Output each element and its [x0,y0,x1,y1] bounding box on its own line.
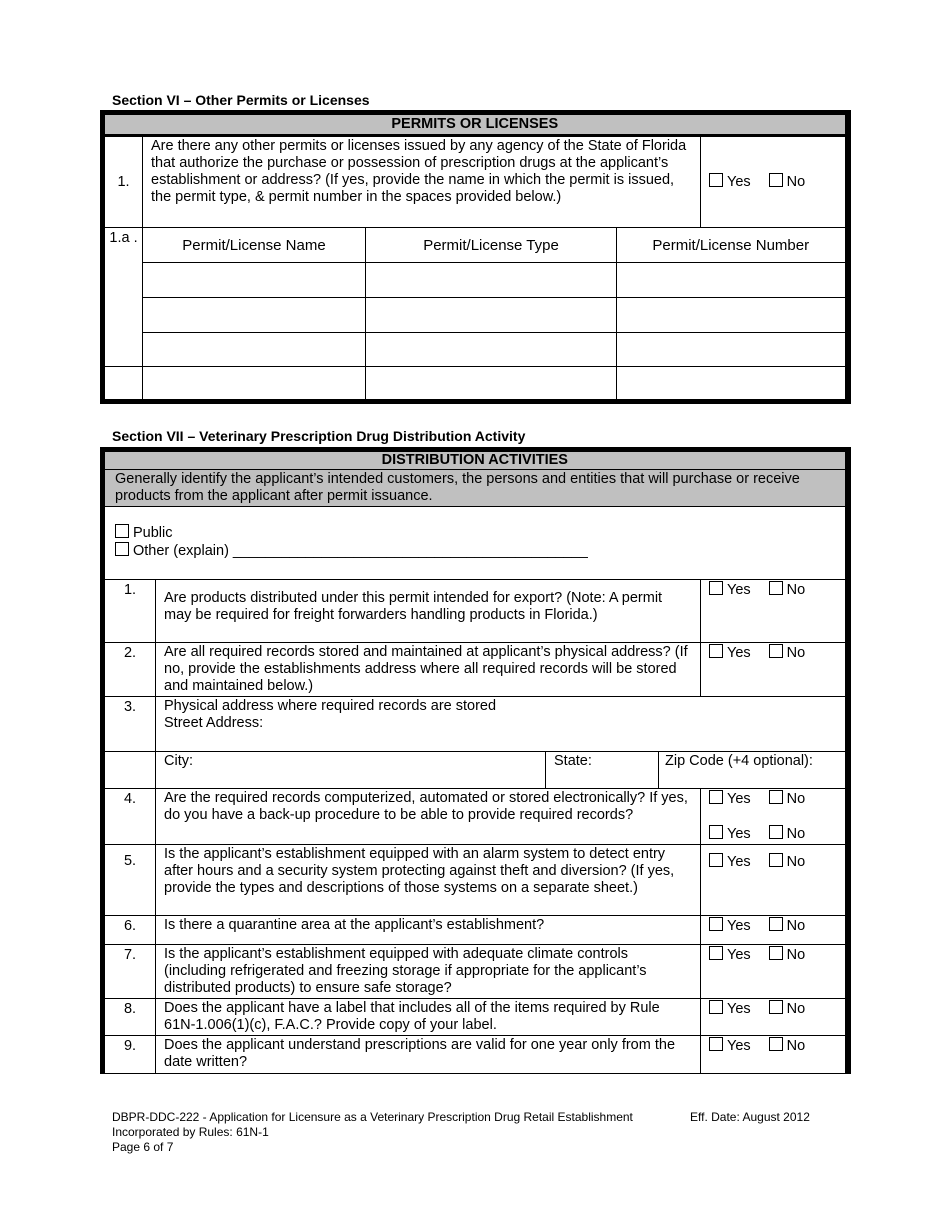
no-label: No [786,854,806,870]
permit-name-input[interactable] [143,333,366,367]
effective-date: Eff. Date: August 2012 [690,1110,810,1124]
yes-no-answer [701,580,848,643]
street-address-field[interactable] [156,697,848,752]
yes-checkbox[interactable] [709,917,723,931]
intro-text: Generally identify the applicant’s intended customers, the persons and entities that will purchase or receive products from the applicant after permit issuance. [103,470,848,507]
yes-no-answer [701,999,848,1036]
question-text: Are the required records computerized, automated or stored electronically? If yes, do you have a back-up procedure to be able to provide required records? [156,789,701,845]
permit-number-input[interactable] [617,333,848,367]
question-number: 8. [103,999,156,1036]
no-checkbox[interactable] [769,917,783,931]
question-text: Is the applicant’s establishment equipped with adequate climate controls (including refrigerated and freezing storage if appropriate for the applicant’s distributed products) to ensure safe storage? [156,945,701,999]
section-6-title: Section VI – Other Permits or Licenses [112,92,370,108]
yes-no-answer [701,845,848,916]
section-7-title: Section VII – Veterinary Prescription Drug Distribution Activity [112,428,526,444]
yes-label: Yes [727,826,751,842]
yes-label: Yes [727,918,751,934]
no-label: No [786,1038,806,1054]
question-text: Are there any other permits or licenses issued by any agency of the State of Florida that authorize the purchase or possession of prescription drugs at the applicant’s establishment or address? (If yes, provide the name in which the permit is issued, the permit type, & permit number in the spaces provided below.) [143,136,701,228]
yes-label: Yes [727,791,751,807]
yes-label: Yes [727,645,751,661]
permit-name-input[interactable] [143,367,366,402]
state-field[interactable] [546,752,659,789]
other-checkbox[interactable] [115,542,129,556]
question-number: 6. [103,916,156,945]
yes-checkbox[interactable] [709,825,723,839]
permit-type-input[interactable] [366,263,617,298]
public-checkbox[interactable] [115,524,129,538]
yes-checkbox[interactable] [709,173,723,187]
form-title: DBPR-DDC-222 - Application for Licensure as a Veterinary Prescription Drug Retail Establishment [112,1110,633,1124]
yes-no-answer [701,1036,848,1074]
question-text: Are all required records stored and maintained at applicant’s physical address? (If no, provide the establishments address where all required records will be stored and maintained below.) [156,643,701,697]
street-address-label: Street Address: [164,715,264,731]
city-field[interactable] [156,752,546,789]
no-label: No [786,826,806,842]
yes-label: Yes [727,1001,751,1017]
permit-number-input[interactable] [617,263,848,298]
question-text: Does the applicant have a label that includes all of the items required by Rule 61N-1.006(1)(c), F.A.C.? Provide copy of your label. [156,999,701,1036]
no-checkbox[interactable] [769,1000,783,1014]
zip-label: Zip Code (+4 optional): [665,753,813,769]
permit-name-input[interactable] [143,298,366,333]
permit-type-input[interactable] [366,333,617,367]
customer-options [103,507,848,580]
yes-checkbox[interactable] [709,644,723,658]
yes-no-answer [701,945,848,999]
no-checkbox[interactable] [769,581,783,595]
question-number: 1.a . [103,228,143,367]
no-label: No [786,947,806,963]
column-header: Permit/License Number [617,228,848,263]
question-number: 5. [103,845,156,916]
no-checkbox[interactable] [769,173,783,187]
no-label: No [786,1001,806,1017]
question-number: 2. [103,643,156,697]
page-number: Page 6 of 7 [112,1140,174,1154]
no-checkbox[interactable] [769,825,783,839]
no-label: No [786,582,806,598]
permit-number-input[interactable] [617,367,848,402]
question-number: 1. [103,580,156,643]
yes-no-answer [701,789,848,845]
no-label: No [786,918,806,934]
permit-type-input[interactable] [366,367,617,402]
no-checkbox[interactable] [769,644,783,658]
yes-label: Yes [727,947,751,963]
no-checkbox[interactable] [769,790,783,804]
question-text: Physical address where required records are stored [164,698,497,714]
distribution-table [100,447,851,1074]
yes-checkbox[interactable] [709,581,723,595]
column-header: Permit/License Name [143,228,366,263]
public-label: Public [133,525,173,541]
no-checkbox[interactable] [769,853,783,867]
yes-checkbox[interactable] [709,1037,723,1051]
permits-table [100,110,851,404]
question-number: 1. [103,136,143,228]
question-text: Does the applicant understand prescriptions are valid for one year only from the date written? [156,1036,701,1074]
other-explain-field[interactable]: Other (explain) ____________________________________________ [133,543,588,559]
yes-label: Yes [727,582,751,598]
no-label: No [786,174,806,190]
footer [112,1110,633,1155]
permit-type-input[interactable] [366,298,617,333]
question-number: 3. [103,697,156,752]
rules-reference: Incorporated by Rules: 61N-1 [112,1125,269,1139]
yes-label: Yes [727,174,751,190]
zip-field[interactable] [659,752,848,789]
yes-no-answer [701,916,848,945]
no-checkbox[interactable] [769,946,783,960]
yes-label: Yes [727,1038,751,1054]
question-text: Is there a quarantine area at the applicant’s establishment? [156,916,701,945]
question-number: 7. [103,945,156,999]
question-text: Are products distributed under this permit intended for export? (Note: A permit may be required for freight forwarders handling products in Florida.) [156,580,701,643]
no-label: No [786,791,806,807]
permits-header: PERMITS OR LICENSES [103,113,848,136]
question-text: Is the applicant’s establishment equipped with an alarm system to detect entry after hours and a security system protecting against theft and diversion? (If yes, provide the types and descriptions of those systems on a separate sheet.) [156,845,701,916]
no-checkbox[interactable] [769,1037,783,1051]
yes-checkbox[interactable] [709,790,723,804]
permit-number-input[interactable] [617,298,848,333]
state-label: State: [554,753,592,769]
yes-no-answer [701,643,848,697]
permit-name-input[interactable] [143,263,366,298]
no-label: No [786,645,806,661]
question-number: 9. [103,1036,156,1074]
distribution-header: DISTRIBUTION ACTIVITIES [103,450,848,470]
yes-checkbox[interactable] [709,946,723,960]
city-label: City: [164,753,193,769]
yes-checkbox[interactable] [709,853,723,867]
question-number: 4. [103,789,156,845]
yes-checkbox[interactable] [709,1000,723,1014]
yes-label: Yes [727,854,751,870]
column-header: Permit/License Type [366,228,617,263]
yes-no-answer [701,136,848,228]
